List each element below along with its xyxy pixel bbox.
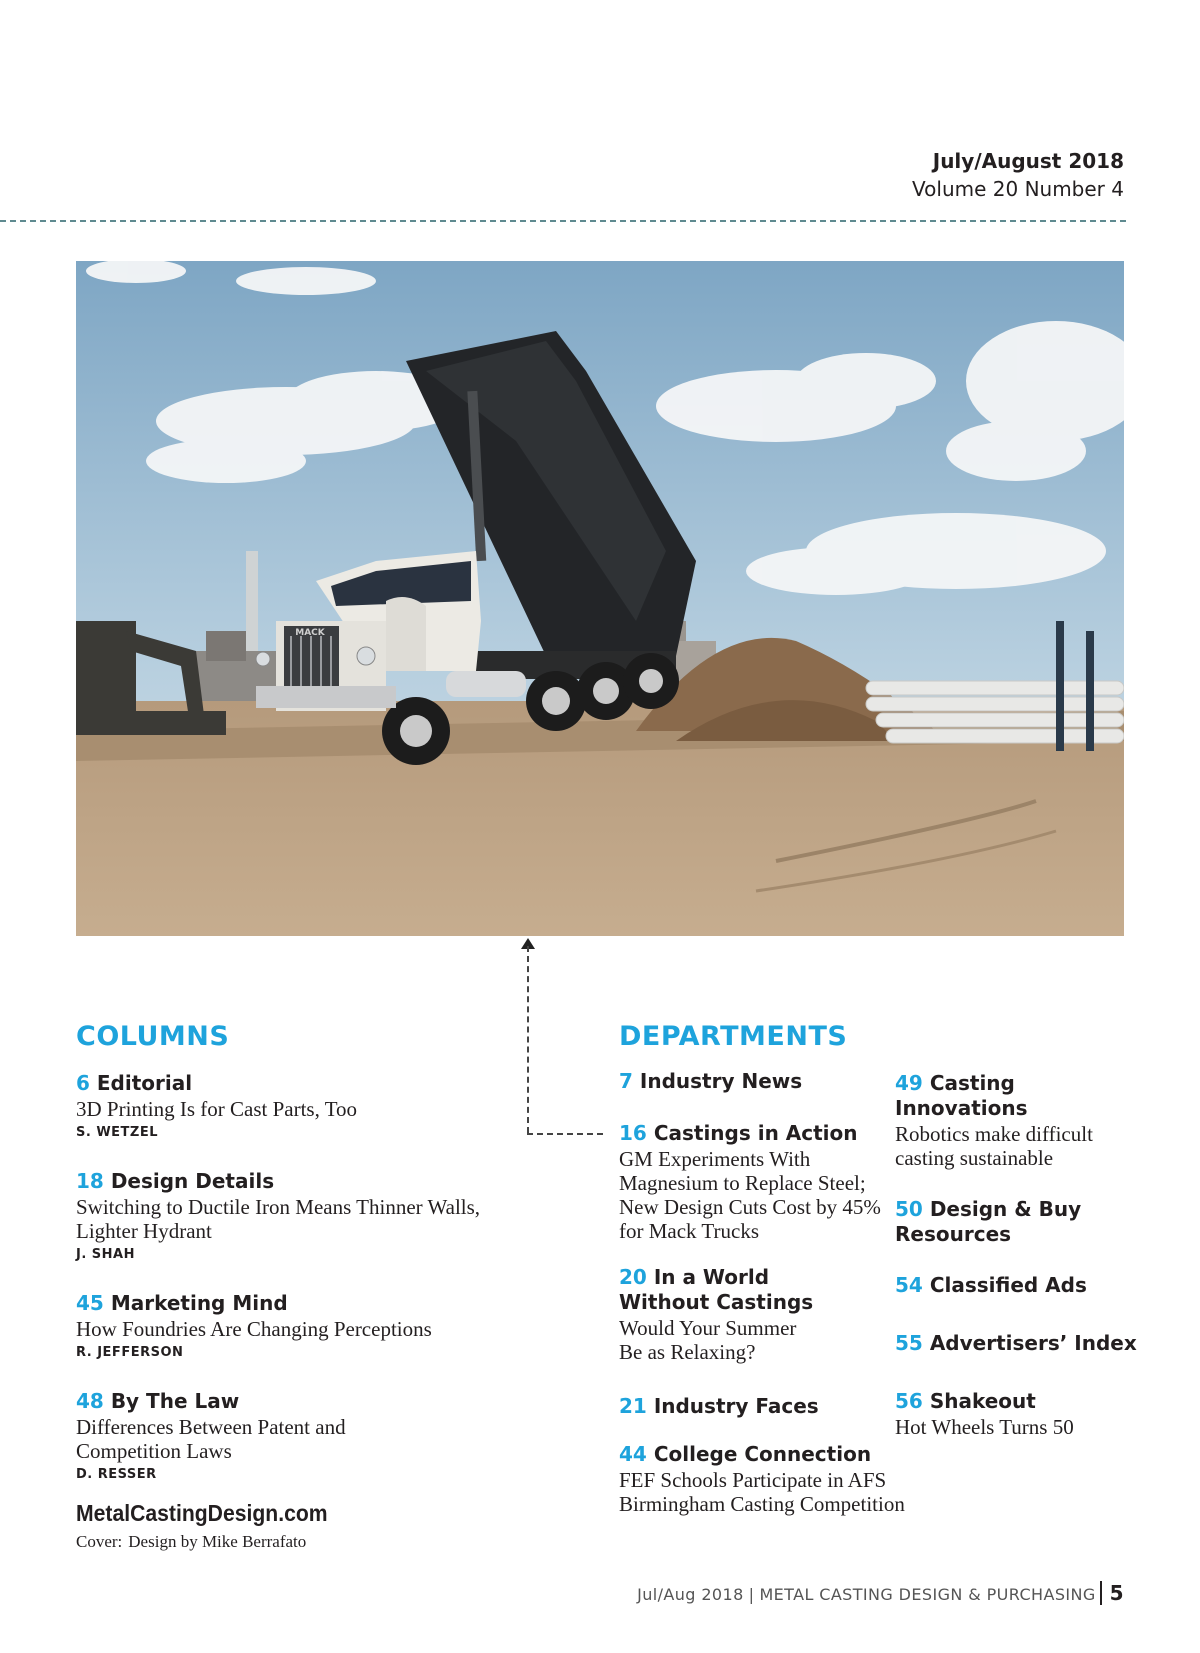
toc-entry-advertisers-index[interactable]	[895, 1331, 1137, 1356]
cover-credit	[76, 1532, 306, 1552]
entry-description-line: Be as Relaxing?	[619, 1340, 756, 1364]
page-number: 49	[895, 1071, 923, 1095]
entry-title: Editorial	[96, 1071, 193, 1095]
grille-text: MACK	[295, 628, 325, 638]
toc-entry-casting-innovations[interactable]	[895, 1071, 1093, 1170]
entry-description-line: Competition Laws	[76, 1439, 232, 1463]
page-number: 56	[895, 1389, 923, 1413]
entry-description-line: for Mack Trucks	[619, 1219, 759, 1243]
entry-title: Shakeout	[929, 1389, 1036, 1413]
page-number: 44	[619, 1442, 647, 1466]
departments-heading: DEPARTMENTS	[619, 1021, 848, 1052]
toc-entry-by-the-law[interactable]	[76, 1389, 346, 1484]
page-number: 54	[895, 1273, 923, 1297]
dashed-divider	[0, 220, 1126, 222]
toc-entry-industry-news[interactable]	[619, 1069, 802, 1094]
footer-publication: METAL CASTING DESIGN & PURCHASING	[759, 1585, 1096, 1604]
entry-author: J. SHAH	[76, 1247, 135, 1262]
footer-separator: |	[748, 1585, 755, 1604]
toc-entry-industry-faces[interactable]	[619, 1394, 819, 1419]
entry-title: Classified Ads	[929, 1273, 1087, 1297]
toc-entry-college-connection[interactable]	[619, 1442, 905, 1516]
entry-title: Marketing Mind	[110, 1291, 288, 1315]
entry-author: R. JEFFERSON	[76, 1345, 184, 1360]
entry-description: 3D Printing Is for Cast Parts, Too	[76, 1097, 358, 1121]
page-number: 18	[76, 1169, 104, 1193]
issue-info	[912, 147, 1124, 203]
toc-entry-design-buy-resources[interactable]	[895, 1197, 1081, 1247]
entry-description-line: Would Your Summer	[619, 1316, 797, 1340]
toc-entry-design-details[interactable]	[76, 1169, 480, 1264]
cover-credit-label: Cover:	[76, 1532, 123, 1551]
page-number: 7	[619, 1069, 633, 1093]
entry-title: Industry Faces	[653, 1394, 819, 1418]
entry-description-line: FEF Schools Participate in AFS	[619, 1468, 887, 1492]
entry-title-line2: Innovations	[895, 1096, 1028, 1120]
page-number: 20	[619, 1265, 647, 1289]
columns-heading: COLUMNS	[76, 1021, 230, 1052]
page-number: 48	[76, 1389, 104, 1413]
toc-entry-classified-ads[interactable]	[895, 1273, 1087, 1298]
entry-description: Hot Wheels Turns 50	[895, 1415, 1074, 1439]
page-number: 21	[619, 1394, 647, 1418]
entry-description-line: Switching to Ductile Iron Means Thinner Walls,	[76, 1195, 481, 1219]
entry-title: Industry News	[639, 1069, 803, 1093]
entry-description-line: Lighter Hydrant	[76, 1219, 212, 1243]
entry-title: Design Details	[110, 1169, 275, 1193]
page-number: 50	[895, 1197, 923, 1221]
page-number: 55	[895, 1331, 923, 1355]
page-number-footer: 5	[1100, 1581, 1124, 1605]
cover-image	[76, 261, 1124, 936]
page-number: 16	[619, 1121, 647, 1145]
entry-title: By The Law	[110, 1389, 240, 1413]
entry-description-line: Birmingham Casting Competition	[619, 1492, 905, 1516]
entry-title: College Connection	[653, 1442, 872, 1466]
pointer-line-vertical	[527, 946, 529, 1133]
page-number: 45	[76, 1291, 104, 1315]
toc-entry-marketing-mind[interactable]	[76, 1291, 432, 1362]
issue-date: July/August 2018	[932, 149, 1124, 173]
page-footer	[637, 1581, 1124, 1605]
entry-description-line: Differences Between Patent and	[76, 1415, 346, 1439]
pointer-line-horizontal	[527, 1133, 603, 1135]
website-link[interactable]: MetalCastingDesign.com	[76, 1500, 328, 1526]
entry-title: In a World	[653, 1265, 770, 1289]
entry-title: Design & Buy	[929, 1197, 1082, 1221]
entry-title: Advertisers’ Index	[929, 1331, 1137, 1355]
entry-description-line: casting sustainable	[895, 1146, 1054, 1170]
footer-issue: Jul/Aug 2018	[637, 1585, 744, 1604]
toc-entry-castings-in-action[interactable]	[619, 1121, 881, 1243]
entry-title: Castings in Action	[653, 1121, 858, 1145]
entry-description-line: Robotics make difficult	[895, 1122, 1093, 1146]
issue-volume: Volume 20 Number 4	[912, 177, 1124, 201]
cover-credit-text: Design by Mike Berrafato	[128, 1532, 307, 1551]
toc-entry-shakeout[interactable]	[895, 1389, 1074, 1439]
toc-entry-editorial[interactable]	[76, 1071, 357, 1142]
entry-title-line2: Without Castings	[619, 1290, 814, 1314]
page-number: 6	[76, 1071, 90, 1095]
entry-title-line2: Resources	[895, 1222, 1012, 1246]
entry-description-line: GM Experiments With	[619, 1147, 811, 1171]
entry-author: D. RESSER	[76, 1467, 157, 1482]
entry-description: How Foundries Are Changing Perceptions	[76, 1317, 432, 1341]
entry-description-line: New Design Cuts Cost by 45%	[619, 1195, 881, 1219]
toc-entry-world-without-castings[interactable]	[619, 1265, 813, 1364]
entry-author: S. WETZEL	[76, 1125, 159, 1140]
entry-description-line: Magnesium to Replace Steel;	[619, 1171, 866, 1195]
entry-title: Casting	[929, 1071, 1015, 1095]
